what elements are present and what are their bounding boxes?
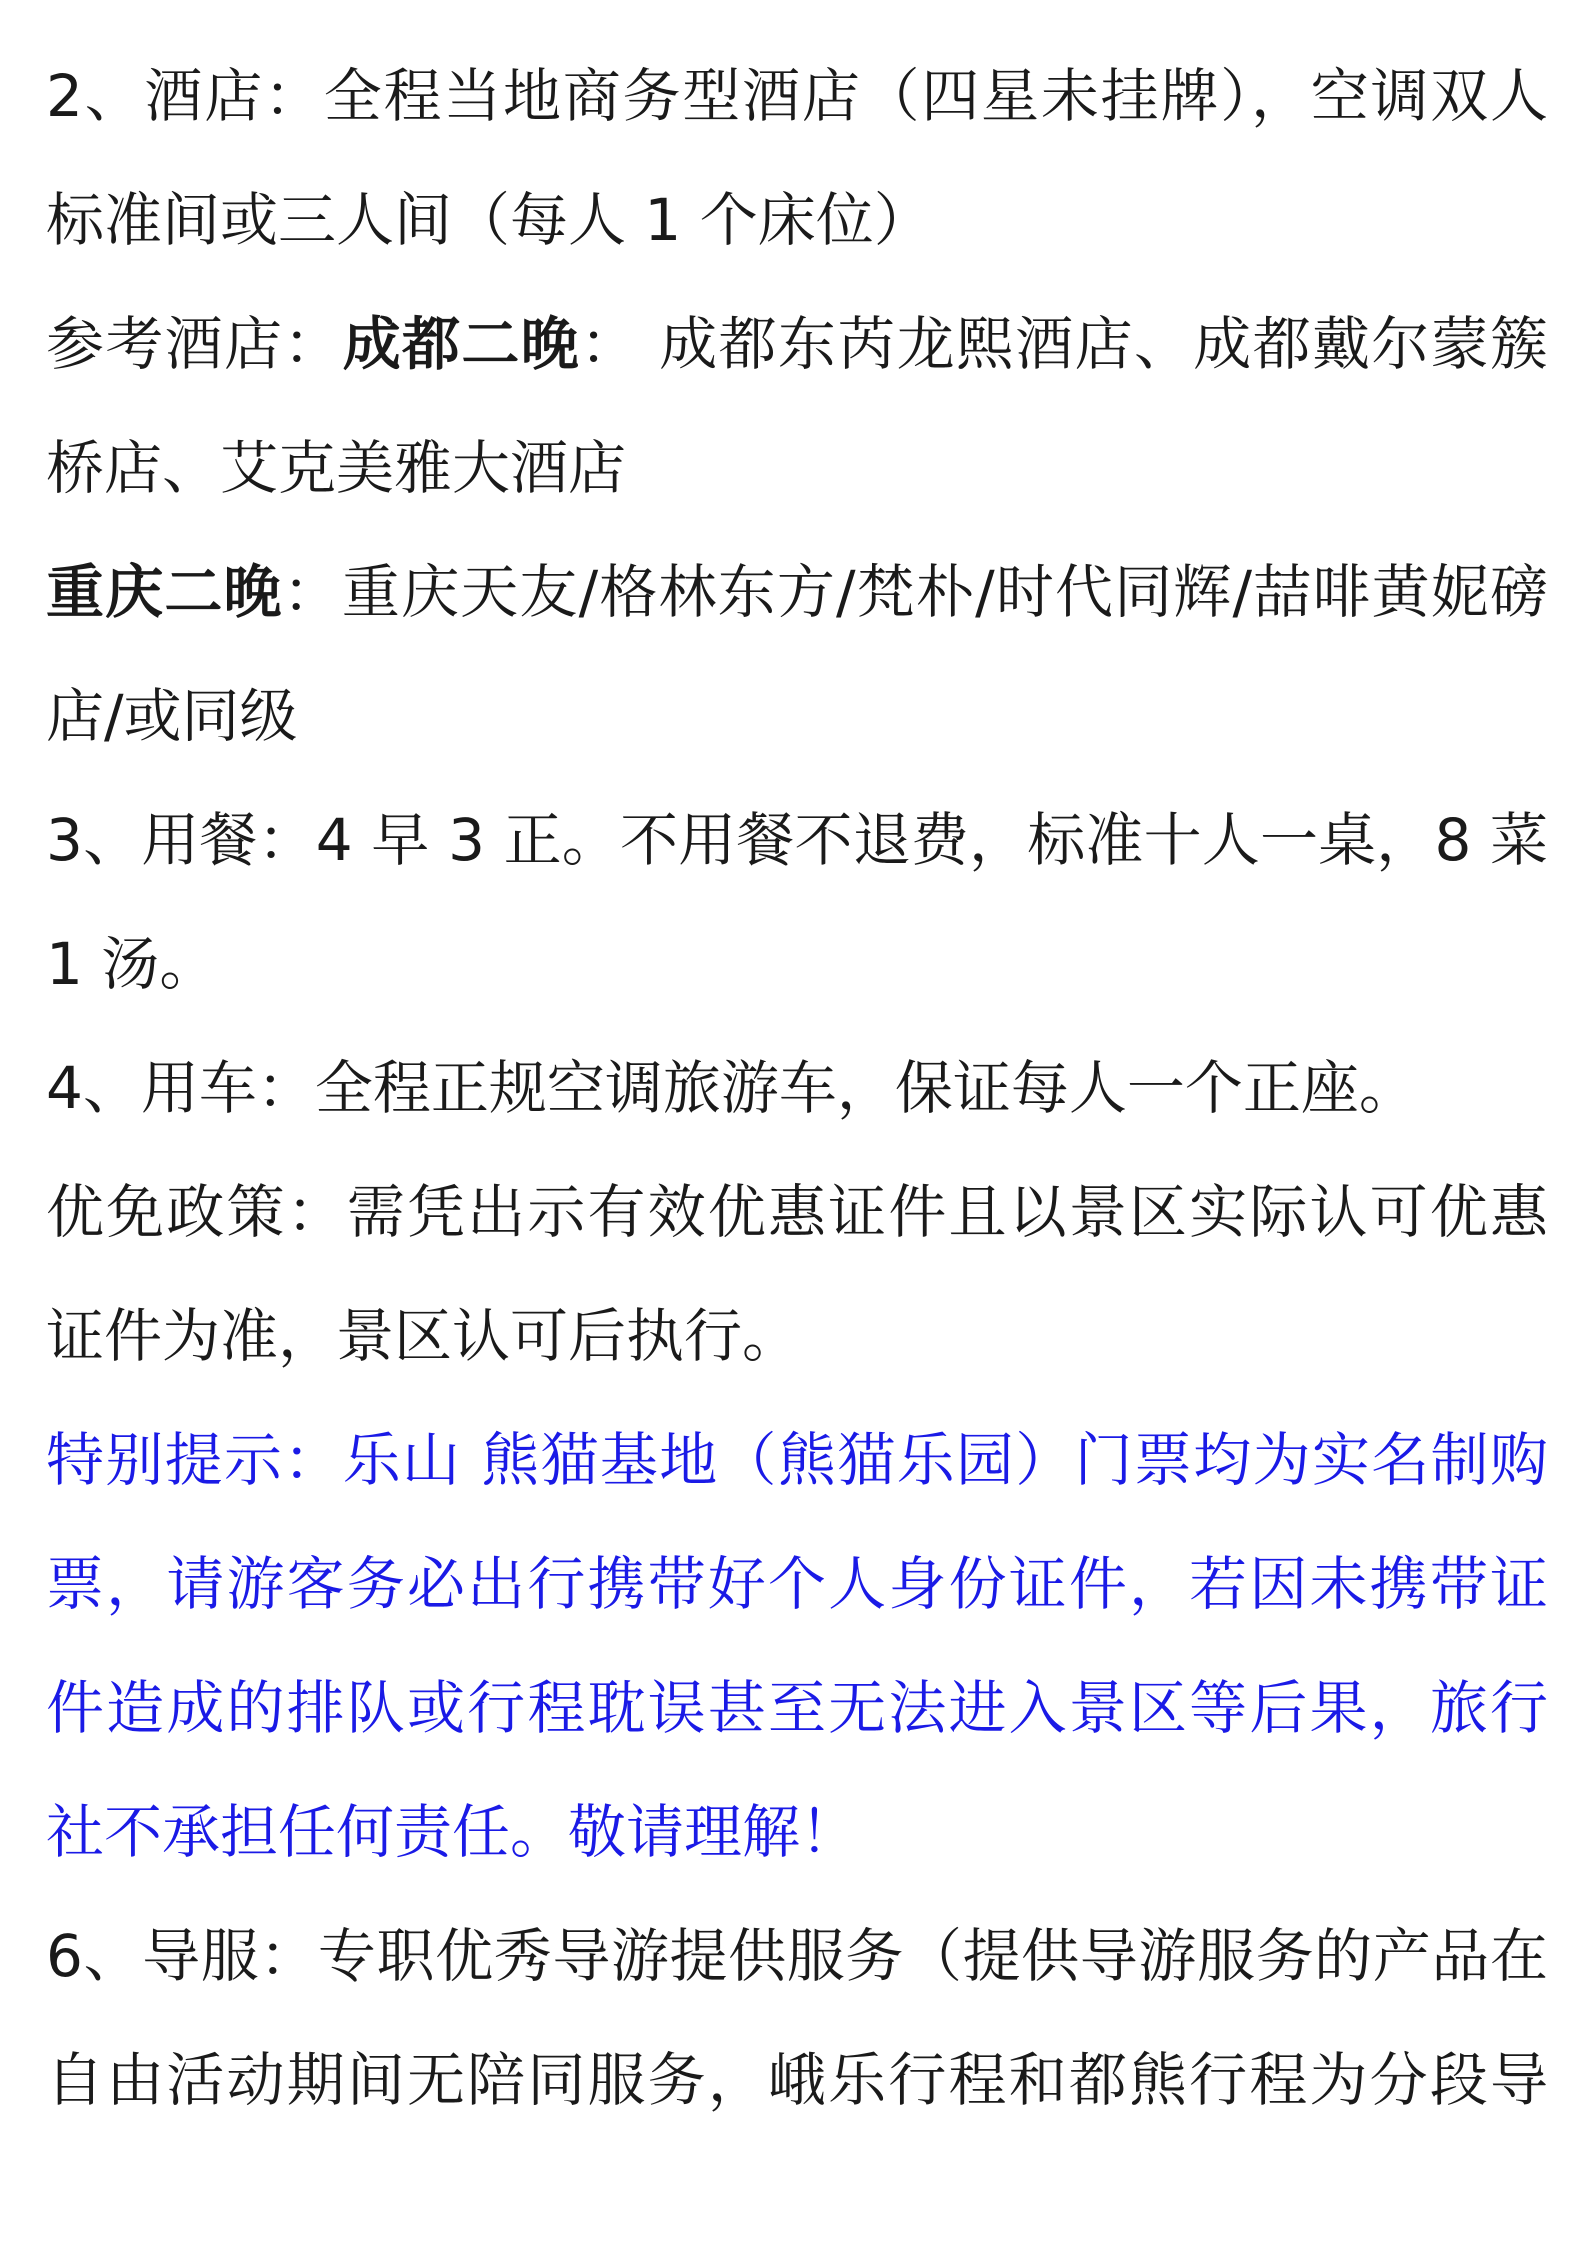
ref-hotel-chengdu-list: ： 成都东芮龙熙酒店、成都戴尔蒙簇 (580, 310, 1548, 378)
notice-line-2: 票，请游客务必出行携带好个人身份证件，若因未携带证 (46, 1550, 1548, 1618)
chongqing-label: 重庆二晚 (46, 558, 283, 626)
chongqing-line-2: 店/或同级 (46, 682, 298, 750)
ref-hotel-chengdu-label: 成都二晚 (342, 310, 581, 378)
vehicle-line-1: 4、用车：全程正规空调旅游车，保证每人一个正座。 (46, 1054, 1417, 1122)
chongqing-list: ：重庆天友/格林东方/梵朴/时代同辉/喆啡黄妮磅 (282, 558, 1548, 626)
hotel-line-1: 2、酒店：全程当地商务型酒店（四星未挂牌），空调双人 (46, 62, 1548, 130)
discount-line-2: 证件为准，景区认可后执行。 (46, 1302, 801, 1370)
discount-line-1: 优免政策：需凭出示有效优惠证件且以景区实际认可优惠 (46, 1178, 1548, 1246)
notice-line-1: 特别提示：乐山 熊猫基地（熊猫乐园）门票均为实名制购 (46, 1426, 1548, 1494)
ref-hotel-line-1 (46, 282, 1548, 406)
ref-hotel-prefix: 参考酒店： (46, 310, 343, 378)
guide-line-2: 自由活动期间无陪同服务，峨乐行程和都熊行程为分段导 (46, 2046, 1548, 2114)
guide-line-1: 6、导服：专职优秀导游提供服务（提供导游服务的产品在 (46, 1922, 1548, 1990)
meals-line-2: 1 汤。 (46, 930, 218, 998)
chongqing-line-1 (46, 530, 1548, 654)
hotel-line-2: 标准间或三人间（每人 1 个床位） (46, 186, 932, 254)
ref-hotel-line-2: 桥店、艾克美雅大酒店 (46, 434, 627, 502)
notice-line-4: 社不承担任何责任。敬请理解！ (46, 1798, 859, 1866)
meals-line-1: 3、用餐：4 早 3 正。不用餐不退费，标准十人一桌，8 菜 (46, 806, 1548, 874)
notice-line-3: 件造成的排队或行程耽误甚至无法进入景区等后果，旅行 (46, 1674, 1548, 1742)
